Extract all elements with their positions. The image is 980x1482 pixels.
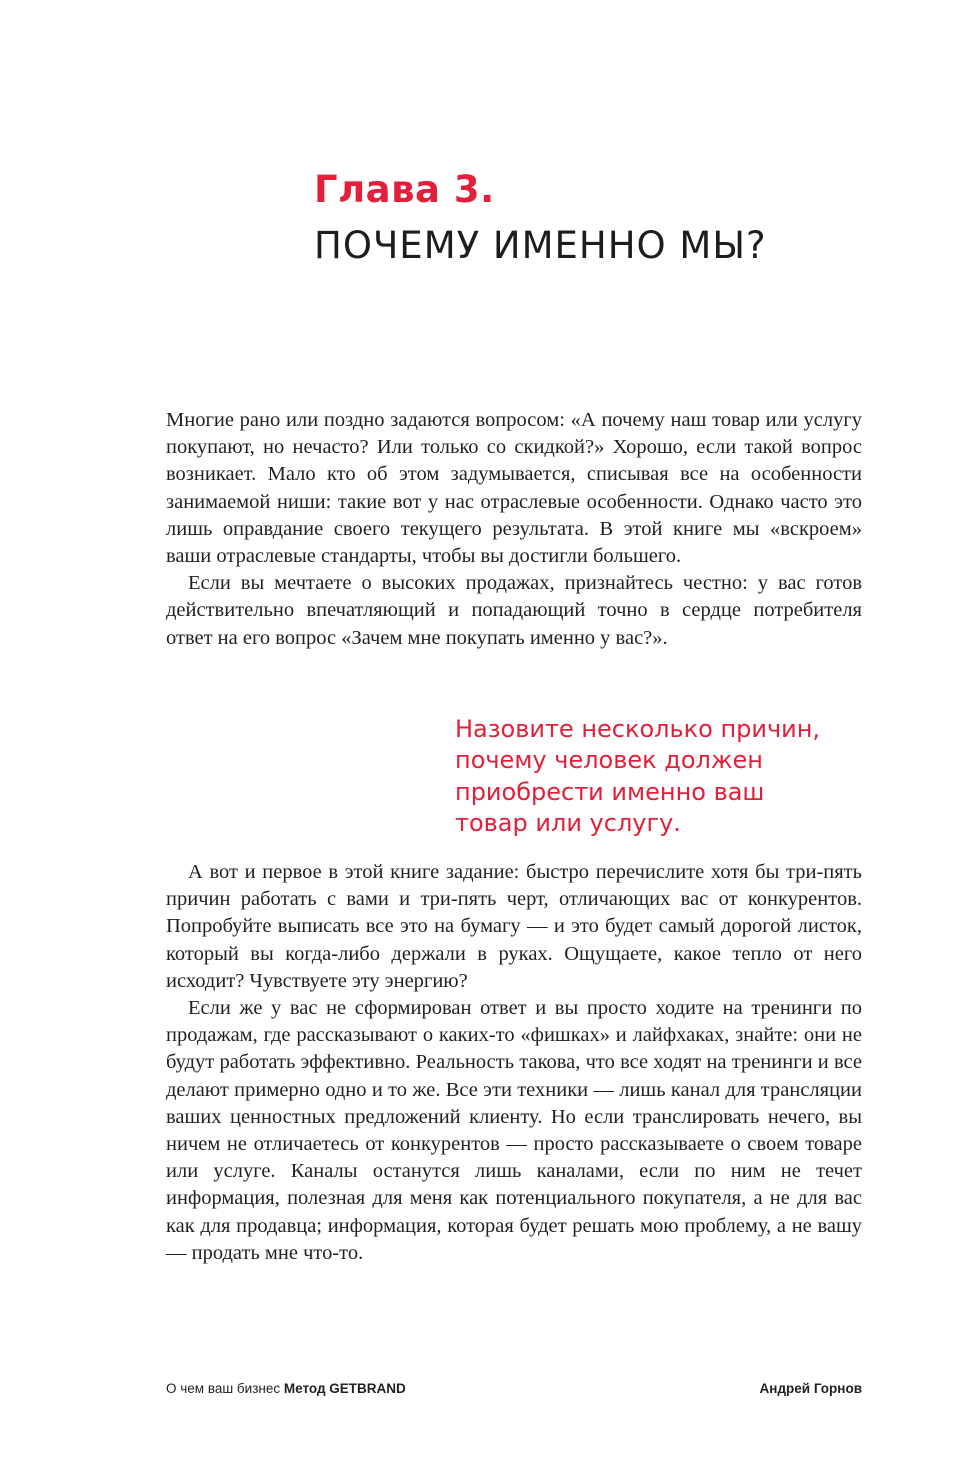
paragraph: Если вы мечтаете о высоких продажах, признайтесь честно: у вас готов действительно впечатляющий и попадающий точно в сердце потребителя ответ на его вопрос «Зачем мне покупать именно у вас?». <box>166 572 862 649</box>
method-name: Метод GETBRAND <box>283 1381 406 1396</box>
pullquote-line: Назовите несколько причин, <box>455 715 821 743</box>
paragraph: А вот и первое в этой книге задание: быстро перечислите хотя бы три-пять причин работать с вами и три-пять черт, отличающих вас от конкурентов. Попробуйте выписать все это на бумагу — и это будет самый дорогой листок, который вы когда-либо держали в руках. Ощущаете, какое тепло от него исходит? Чувствуете эту энергию? <box>166 861 862 992</box>
paragraph: Если же у вас не сформирован ответ и вы просто ходите на тренинги по продажам, где рассказывают о каких-то «фишках» и лайфхаках, знайте: они не будут работать эффективно. Реальность такова, что все ходят на тренинги и все делают примерно одно и то же. Все эти техники — лишь канал для трансляции ваших ценностных предложений клиенту. Но если транслировать нечего, вы ничем не отличаетесь от конкурентов — просто рассказываете о своем товаре или услуге. Каналы останутся лишь каналами, если по ним не течет информация, полезная для меня как потенциального покупателя, а не для вас как для продавца; информация, которая будет решать мою проблему, а не вашу — продать мне что-то. <box>166 997 862 1264</box>
pullquote-line: приобрести именно ваш <box>455 777 765 806</box>
book-title: О чем ваш бизнес <box>166 1381 281 1396</box>
intro-text <box>166 407 862 652</box>
main-text <box>166 859 862 1267</box>
running-footer-left <box>166 1381 406 1396</box>
pullquote-line: почему человек должен <box>455 746 763 775</box>
chapter-number: Глава 3. <box>314 168 495 211</box>
pullquote-line: товар или услугу. <box>455 808 681 837</box>
paragraph: Многие рано или поздно задаются вопросом: «А почему наш товар или услугу покупают, но нечасто? Или только со скидкой?» Хорошо, если такой вопрос возникает. Мало кто об этом задумывается, списывая все на особенности занимаемой ниши: такие вот у нас отраслевые особенности. Однако часто это лишь оправдание своего текущего результата. В этой книге мы «вскроем» ваши отраслевые стандарты, чтобы вы достигли большего. <box>166 409 862 568</box>
pullquote <box>455 714 895 839</box>
chapter-title: ПОЧЕМУ ИМЕННО МЫ? <box>314 224 767 267</box>
author-name: Андрей Горнов <box>759 1381 862 1396</box>
